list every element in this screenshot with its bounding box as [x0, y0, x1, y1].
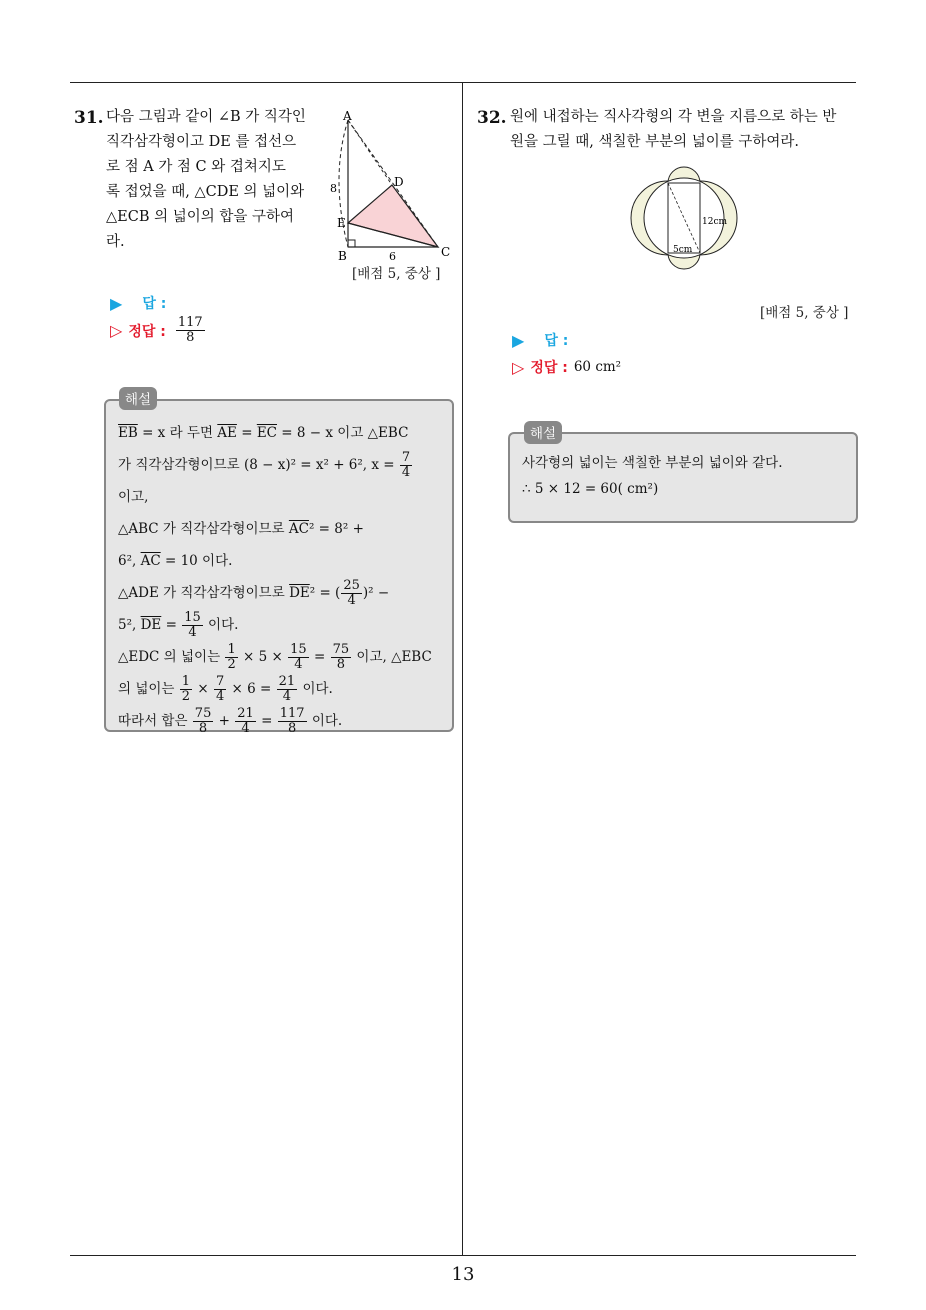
label-12cm: 12cm [702, 217, 728, 227]
q32-correct-value: 60 cm² [573, 359, 622, 375]
q31-line-4: 록 접었을 때, △CDE 의 넓이와 [106, 184, 305, 200]
question-32-text [510, 105, 860, 155]
question-31-text [106, 105, 318, 255]
label-b: B [338, 249, 347, 263]
q31-score-mark: [배점 5, 중상 ] [352, 266, 441, 282]
q32-solution-box [508, 432, 858, 523]
sol-line-6: △ADE 가 직각삼각형이므로 $\overline{DE}^2$ = ( $\frac{25}{4}$ )² − [118, 578, 390, 608]
q31-correct-row [110, 316, 206, 345]
q31-correct-label: 정답 : [128, 323, 166, 340]
q32-correct-row [512, 357, 621, 377]
q32-answer-label: 답 : [544, 333, 569, 349]
label-d: D [394, 175, 404, 189]
sol-line-10: 따라서 합은 $\frac{75}{8}$ + $\frac{21}{4}$ = $\frac{117}{8}$ 이다. [118, 706, 343, 736]
q31-line-5: △ECB 의 넓이의 합을 구하여 [106, 209, 294, 225]
q32-line-1: 원에 내접하는 직사각형의 각 변을 지름으로 하는 반 [510, 109, 837, 125]
q32-score-mark: [배점 5, 중상 ] [760, 305, 849, 321]
bottom-rule [70, 1255, 856, 1256]
play-arrow-icon: ▶ [512, 330, 525, 350]
column-divider [462, 83, 463, 1255]
outline-arrow-icon: ▷ [110, 321, 123, 340]
right-angle-mark [348, 240, 355, 247]
q32-correct-label: 정답 : [530, 360, 568, 376]
q32-sol-line-1: 사각형의 넓이는 색칠한 부분의 넓이와 같다. [522, 455, 783, 471]
q31-line-1: 다음 그림과 같이 ∠B 가 직각인 [106, 109, 306, 125]
q31-solution-box [104, 399, 454, 736]
q31-solution-tag: 해설 [119, 387, 157, 410]
sol-line-2: 가 직각삼각형이므로 (8 − x)² = x² + 6², x = $\frac{7}{4}$ [118, 450, 411, 480]
sol-line-8: △EDC 의 넓이는 $\frac{1}{2}$ × 5 × $\frac{15}{4}$ = $\frac{75}{8}$ 이고, △EBC [118, 642, 432, 672]
q32-answer-row [512, 330, 568, 350]
top-rule [70, 82, 856, 83]
q31-answer-label: 답 : [142, 296, 167, 312]
shaded-triangle-cde [348, 185, 438, 247]
sol-line-7: 5², $\overline{DE}$ = $\frac{15}{4}$ 이다. [118, 610, 239, 640]
q32-line-2: 원을 그릴 때, 색칠한 부분의 넓이를 구하여라. [510, 134, 799, 150]
sol-line-5: 6², $\overline{AC} = 10$ 이다. [118, 553, 233, 569]
page-number: 13 [451, 1264, 475, 1285]
label-5cm: 5cm [673, 245, 693, 255]
label-side-6: 6 [389, 250, 396, 263]
sol-line-1: $\overline{EB} = x$ 라 두면 $\overline{AE} = \overline{EC} = 8 - x$ 이고 △EBC [118, 425, 409, 441]
q31-line-6: 라. [106, 234, 125, 250]
sol-line-4: △ABC 가 직각삼각형이므로 $\overline{AC}^2 = 8^2$ + [118, 521, 364, 537]
q32-sol-line-2: ∴ 5 × 12 = 60( cm²) [522, 481, 659, 497]
question-32-number: 32. [477, 108, 507, 128]
outline-arrow-icon: ▷ [512, 357, 525, 377]
label-a: A [343, 109, 352, 123]
q31-answer-row [110, 293, 166, 313]
label-side-8: 8 [330, 182, 337, 195]
q31-line-2: 직각삼각형이고 DE 를 접선으 [106, 134, 297, 150]
q32-solution-body [522, 450, 848, 502]
question-31-number: 31. [74, 108, 104, 128]
q31-triangle-figure [322, 108, 462, 268]
play-arrow-icon: ▶ [110, 293, 123, 313]
dashed-ad [348, 120, 392, 185]
label-c: C [441, 245, 451, 259]
label-e: E [337, 216, 346, 230]
q31-line-3: 로 점 A 가 점 C 와 겹쳐지도 [106, 159, 286, 175]
sol-line-3: 이고, [118, 489, 149, 505]
sol-line-9: 의 넓이는 $\frac{1}{2}$ × $\frac{7}{4}$ × 6 = $\frac{21}{4}$ 이다. [118, 674, 333, 704]
q32-circle-figure [626, 166, 742, 276]
q32-solution-tag: 해설 [524, 421, 562, 444]
q31-solution-body [118, 417, 444, 737]
q31-correct-value: 117 8 [177, 315, 203, 345]
